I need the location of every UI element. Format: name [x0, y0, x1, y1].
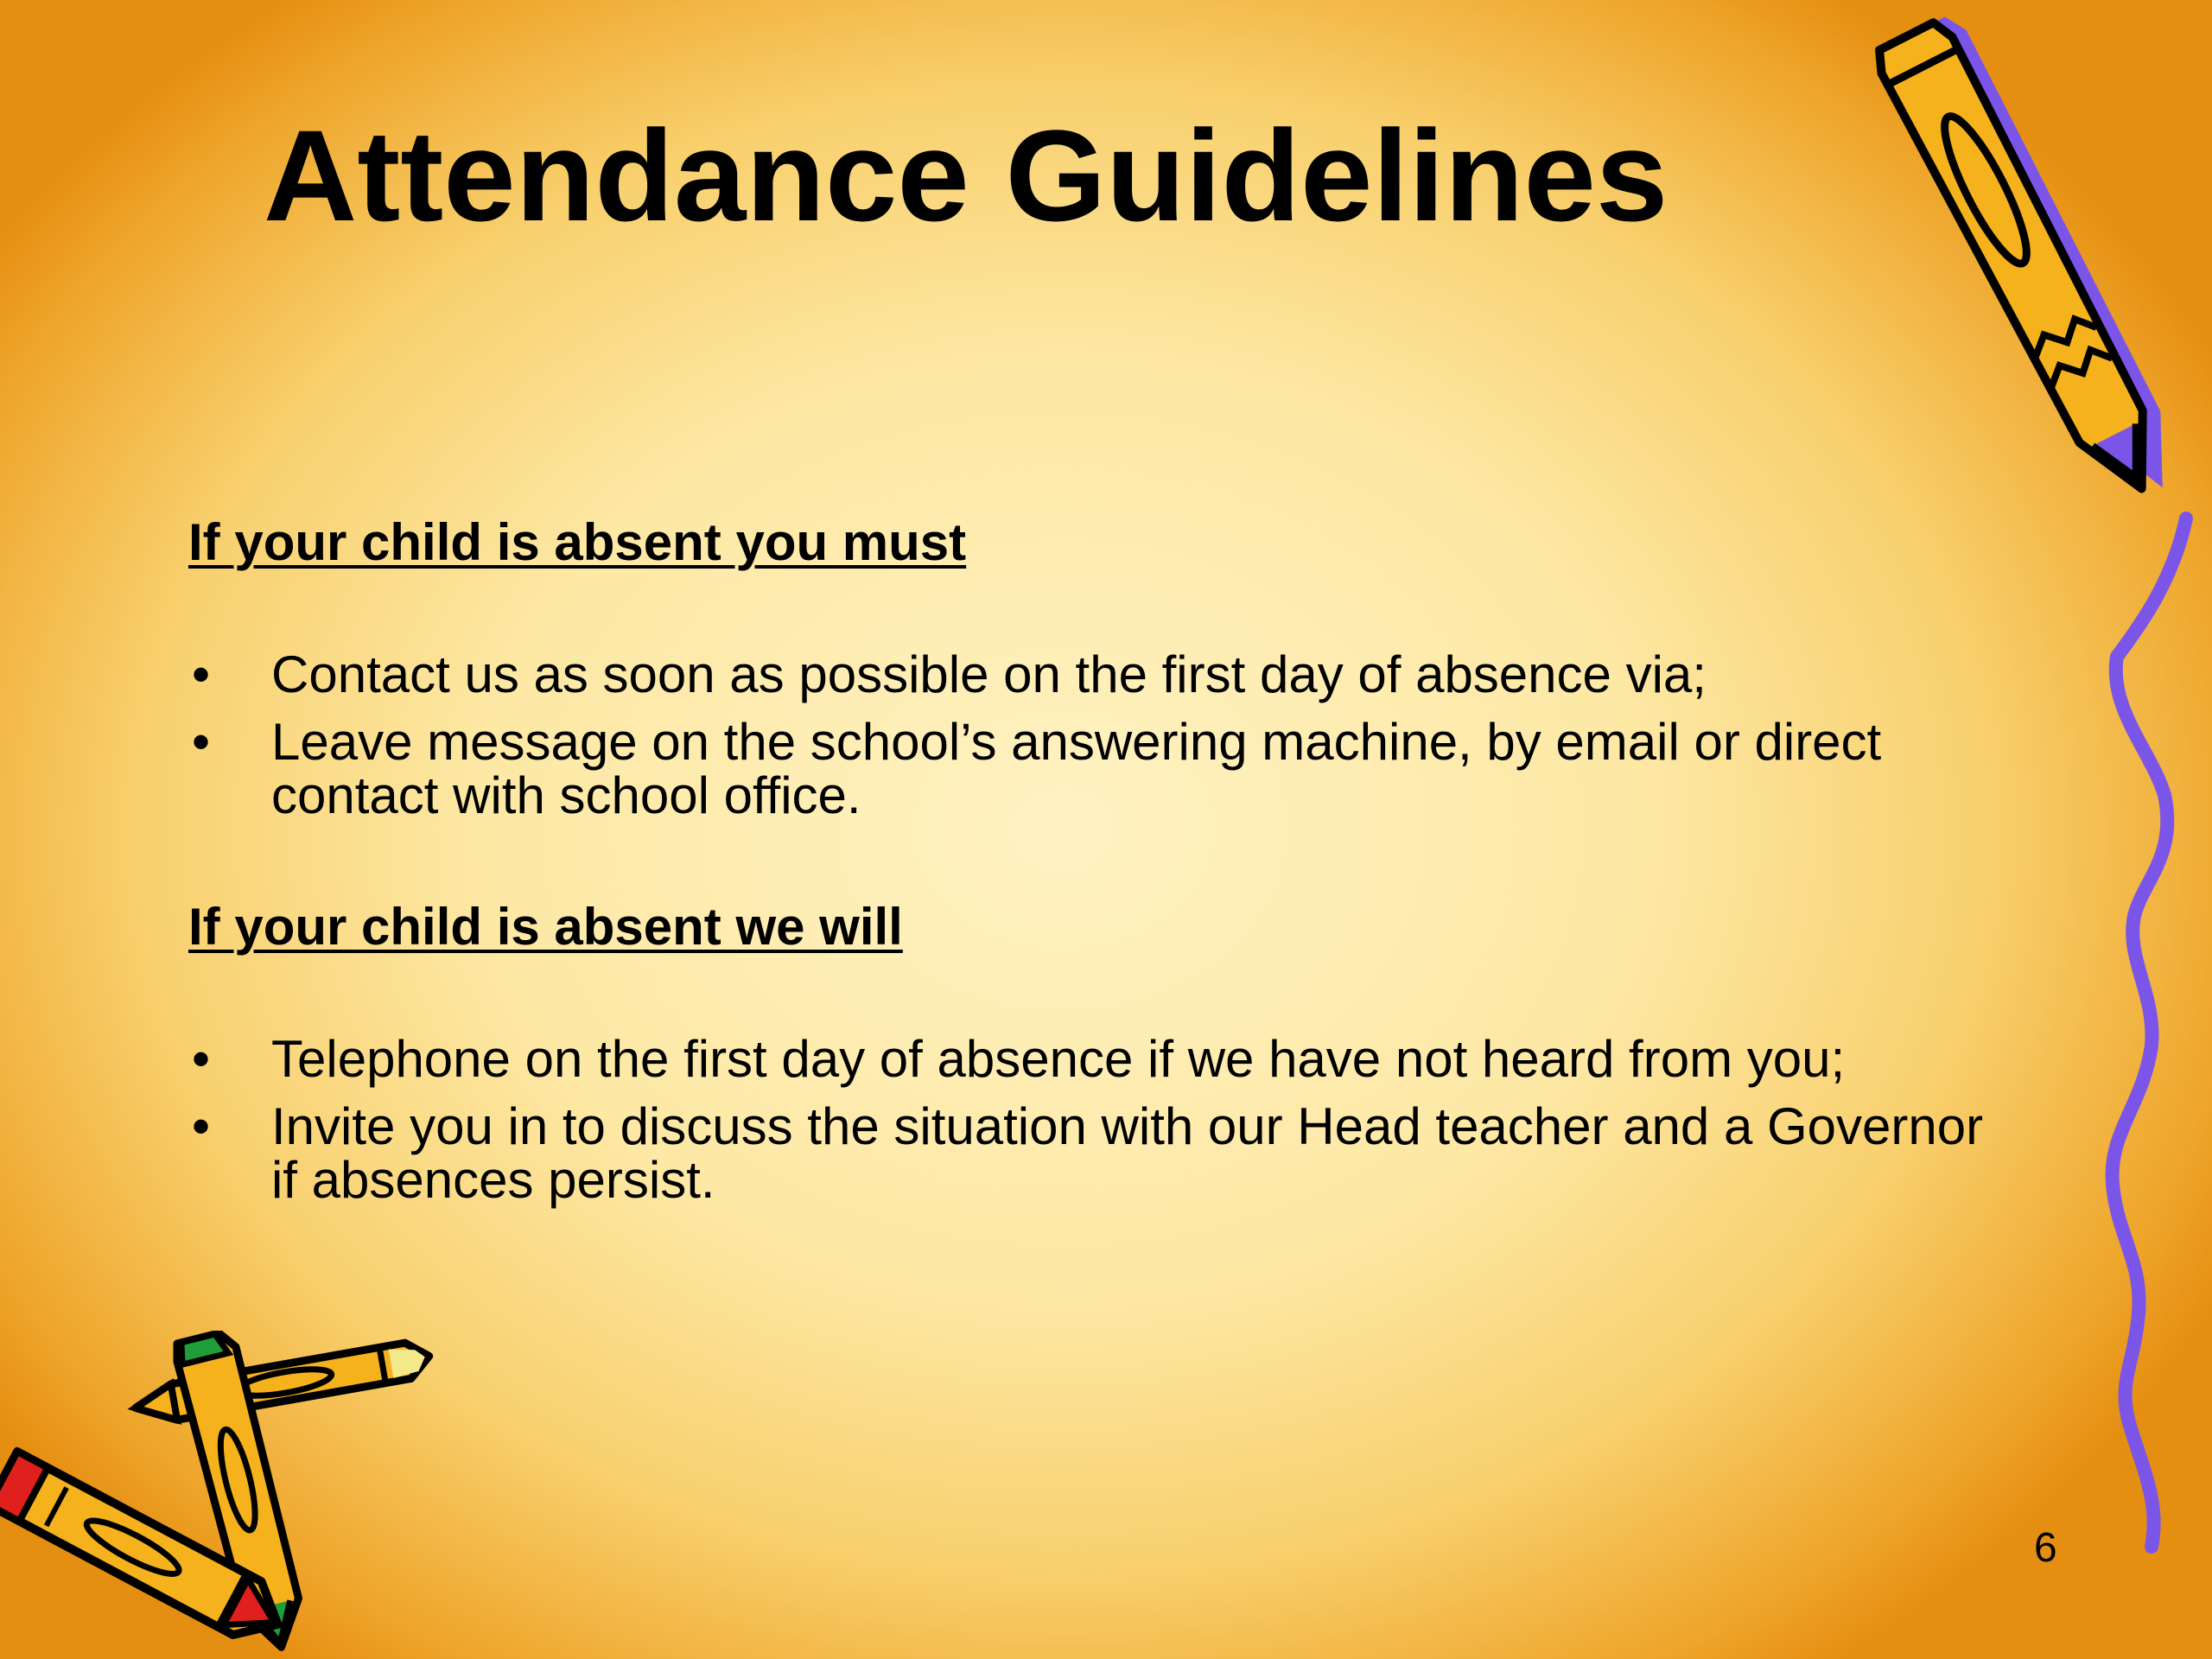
bullet-text: Invite you in to discuss the situation with our Head teacher and a Governor if absences persist.: [271, 1097, 1984, 1209]
section-heading-you-must: If your child is absent you must: [188, 513, 967, 571]
bullet-marker: •: [192, 1030, 211, 1088]
bullet-list-we-will: [188, 1030, 2003, 1221]
squiggle-line-icon: [2091, 510, 2212, 1564]
crayon-top-right-icon: [1858, 9, 2169, 527]
bullet-list-you-must: [188, 645, 2003, 836]
list-item: [188, 1097, 2003, 1209]
bullet-text: Telephone on the first day of absence if we have not heard from you;: [271, 1030, 1846, 1088]
list-item: [188, 1030, 2003, 1088]
section-heading-we-will: If your child is absent we will: [188, 898, 903, 956]
page-number: 6: [2034, 1525, 2057, 1571]
list-item: [188, 645, 2003, 703]
bullet-marker: •: [192, 1097, 211, 1155]
crayons-bottom-left-icon: [0, 1331, 449, 1659]
bullet-marker: •: [192, 713, 211, 771]
bullet-marker: •: [192, 645, 211, 703]
slide-title: Attendance Guidelines: [264, 103, 1669, 248]
bullet-text: Leave message on the school’s answering machine, by email or direct contact with school office.: [271, 713, 1882, 824]
bullet-text: Contact us as soon as possible on the first day of absence via;: [271, 645, 1707, 703]
list-item: [188, 715, 2003, 823]
